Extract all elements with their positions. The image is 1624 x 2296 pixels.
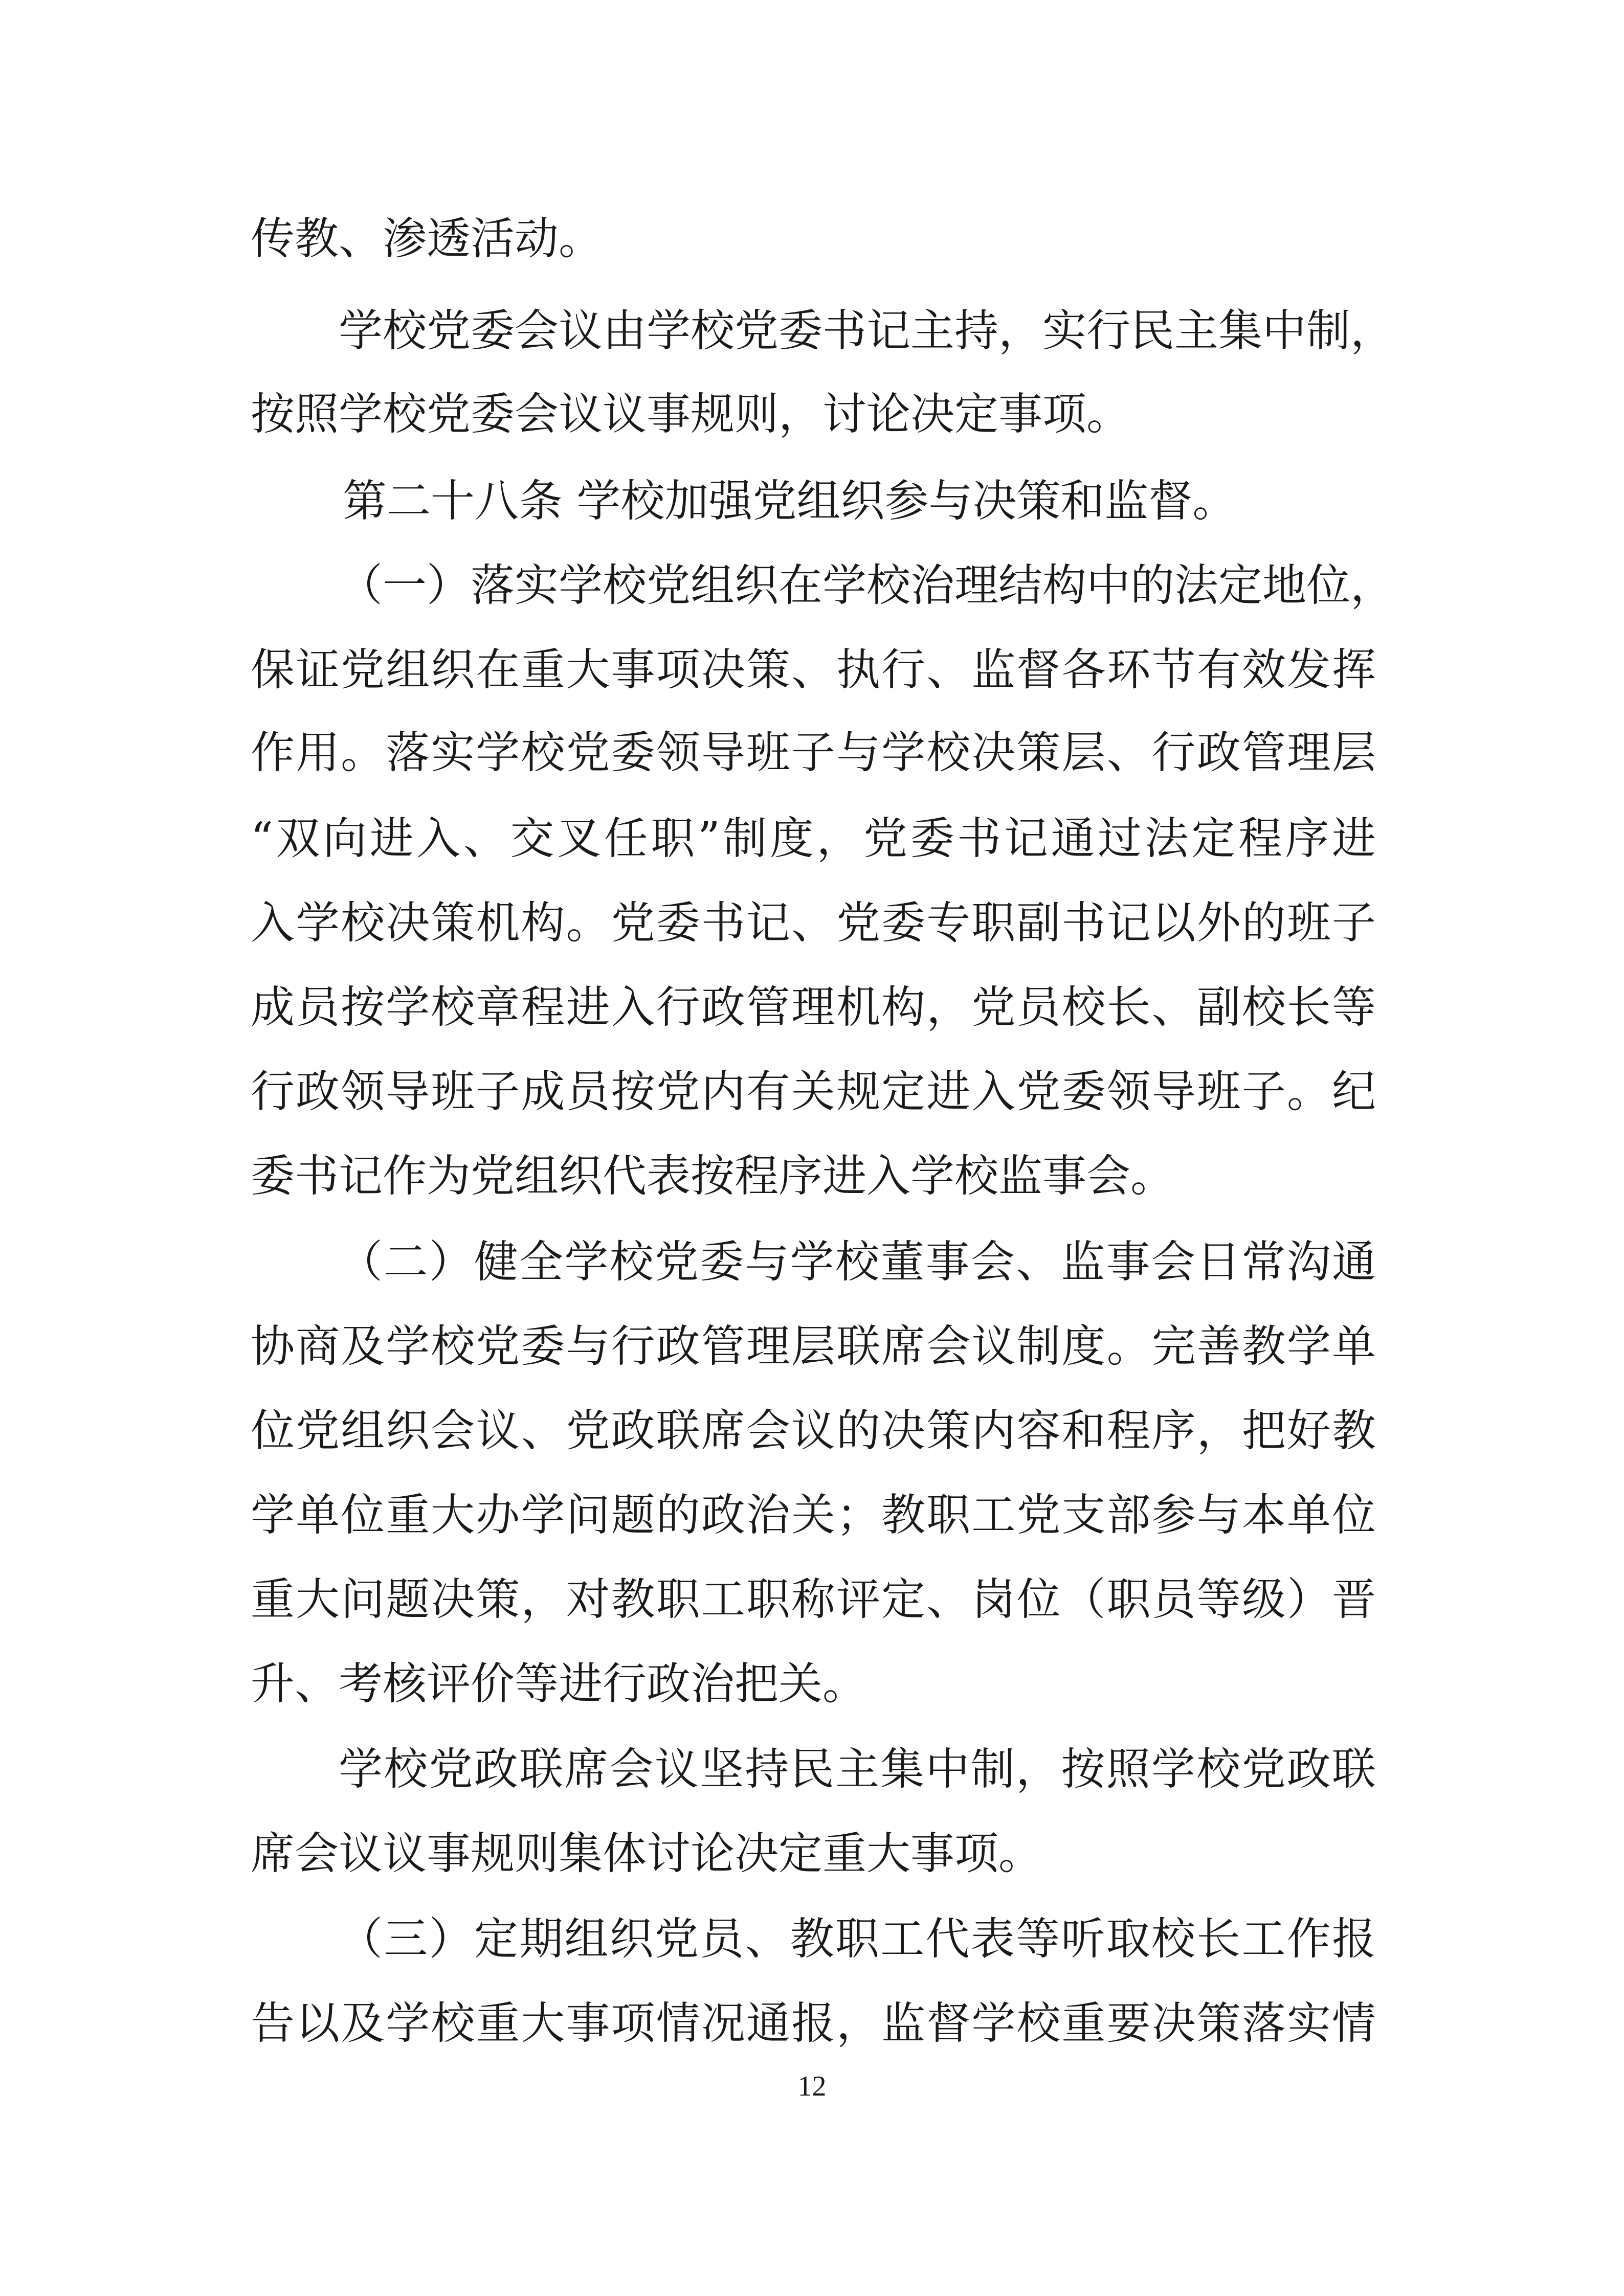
text-line: 入学校决策机构。党委书记、党委专职副书记以外的班子 xyxy=(251,897,1376,949)
text-line: 保证党组织在重大事项决策、执行、监督各环节有效发挥 xyxy=(251,644,1376,695)
text-line: 按照学校党委会议议事规则，讨论决定事项。 xyxy=(251,389,1130,440)
page-number: 12 xyxy=(797,2070,827,2102)
text-line: 升、考核评价等进行政治把关。 xyxy=(251,1658,866,1709)
text-line: 学单位重大办学问题的政治关；教职工党支部参与本单位 xyxy=(251,1490,1376,1541)
text-line: 协商及学校党委与行政管理层联席会议制度。完善教学单 xyxy=(251,1321,1376,1372)
text-line: 委书记作为党组织代表按程序进入学校监事会。 xyxy=(251,1151,1174,1202)
paragraph-first-line: （二）健全学校党委与学校董事会、监事会日常沟通 xyxy=(339,1236,1376,1288)
text-line: 传教、渗透活动。 xyxy=(251,213,603,264)
text-line: 行政领导班子成员按党内有关规定进入党委领导班子。纪 xyxy=(251,1066,1376,1117)
paragraph-first-line: （一）落实学校党组织在学校治理结构中的法定地位， xyxy=(339,560,1394,611)
text-line: 告以及学校重大事项情况通报，监督学校重要决策落实情 xyxy=(251,1998,1376,2049)
paragraph-first-line: 学校党委会议由学校党委书记主持，实行民主集中制， xyxy=(339,305,1394,356)
text-line: “双向进入、交叉任职”制度，党委书记通过法定程序进 xyxy=(251,813,1376,864)
article-heading: 第二十八条 学校加强党组织参与决策和监督。 xyxy=(343,476,1237,527)
paragraph-first-line: （三）定期组织党员、教职工代表等听取校长工作报 xyxy=(339,1914,1376,1965)
text-line: 席会议议事规则集体讨论决定重大事项。 xyxy=(251,1828,1042,1879)
text-line: 重大问题决策，对教职工职称评定、岗位（职员等级）晋 xyxy=(251,1574,1376,1625)
paragraph-first-line: 学校党政联席会议坚持民主集中制，按照学校党政联 xyxy=(339,1744,1376,1795)
text-line: 作用。落实学校党委领导班子与学校决策层、行政管理层 xyxy=(251,727,1376,778)
text-line: 成员按学校章程进入行政管理机构，党员校长、副校长等 xyxy=(251,982,1376,1033)
text-line: 位党组织会议、党政联席会议的决策内容和程序，把好教 xyxy=(251,1405,1376,1456)
